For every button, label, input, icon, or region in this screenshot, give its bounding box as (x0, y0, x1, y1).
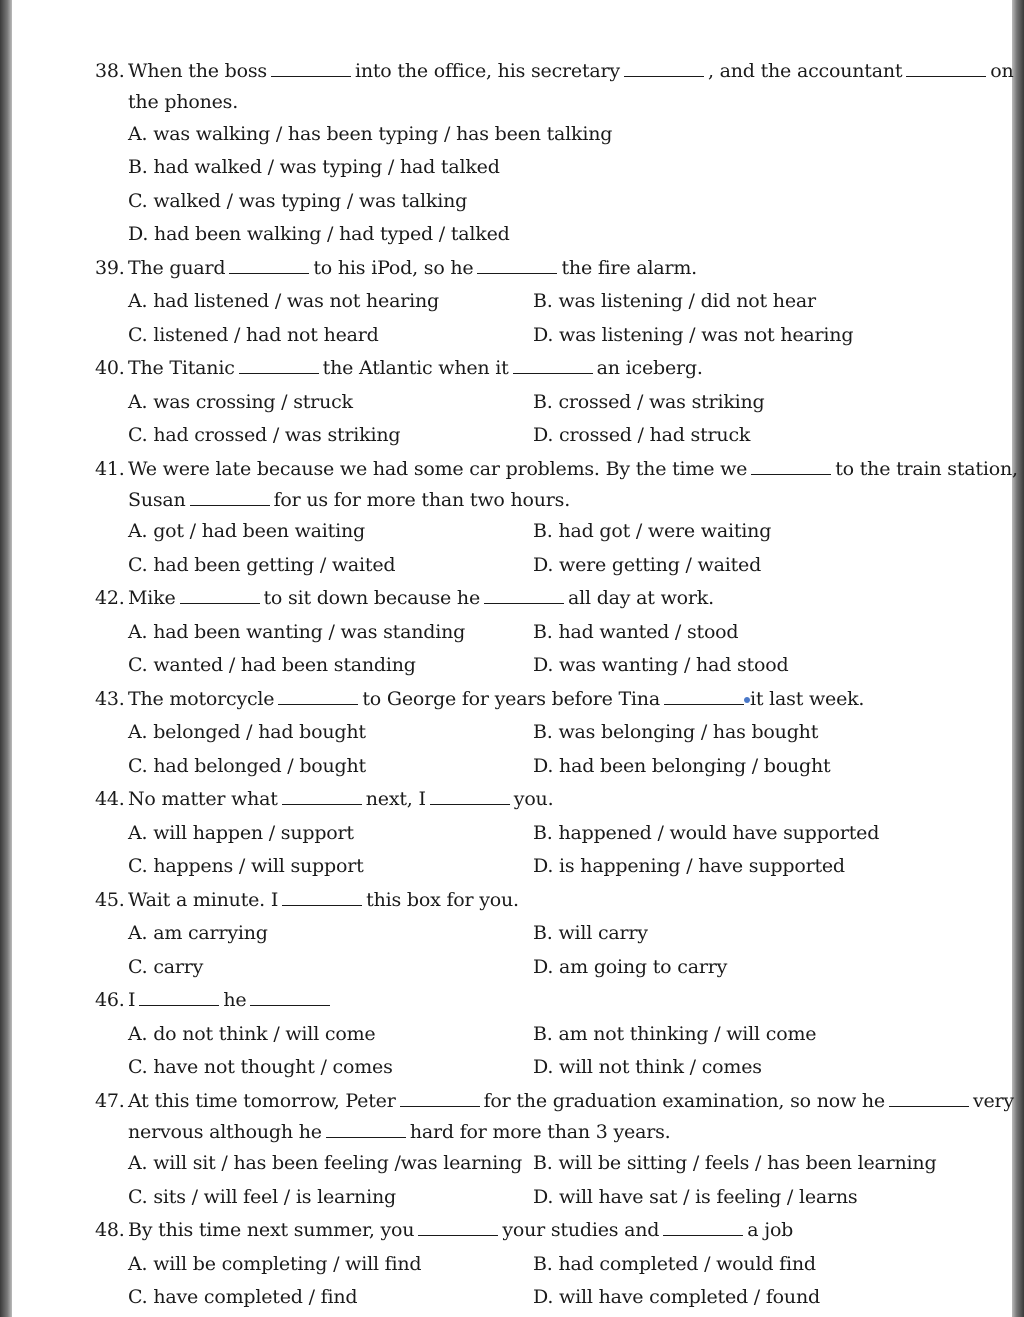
stem-text: for the graduation examination, so now he (483, 1089, 885, 1112)
answer-blank (282, 886, 362, 906)
option-c: C. have not thought / comes (128, 1056, 393, 1078)
answer-blank (400, 1087, 480, 1107)
option-c: C. wanted / had been standing (128, 654, 416, 676)
option-d: D. had been belonging / bought (533, 754, 831, 777)
question-41 (95, 453, 1018, 583)
right-scan-edge (1012, 0, 1024, 1317)
option-a: A. belonged / had bought (128, 721, 366, 743)
option-d: D. were getting / waited (533, 553, 762, 576)
answer-blank (139, 986, 219, 1006)
option-d: D. am going to carry (533, 955, 728, 978)
stem-text: I (128, 989, 136, 1011)
question-number: 39. (95, 256, 125, 279)
stem-text: all day at work. (567, 587, 714, 609)
stem-text: an iceberg. (596, 357, 703, 379)
option-b: B. was belonging / has bought (533, 721, 819, 743)
stem-text: We were late because we had some car problems. By the time we (128, 457, 748, 480)
stem-text: this box for you. (366, 888, 519, 911)
option-a: A. had listened / was not hearing (128, 290, 439, 312)
option-d: D. will have sat / is feeling / learns (533, 1185, 858, 1208)
option-c: C. sits / will feel / is learning (128, 1185, 396, 1208)
option-a: A. had been wanting / was standing (128, 620, 466, 643)
option-b: B. had wanted / stood (533, 620, 739, 643)
question-number: 45. (95, 888, 125, 911)
question-48 (95, 1214, 950, 1315)
stem-text: very (972, 1089, 1014, 1112)
question-42 (95, 582, 950, 683)
option-a: A. was crossing / struck (128, 390, 353, 413)
question-number: 43. (95, 687, 125, 710)
option-b: B. was listening / did not hear (533, 290, 816, 312)
answer-blank (190, 486, 270, 506)
option-c: C. had crossed / was striking (128, 424, 401, 446)
option-c: C. had belonged / bought (128, 754, 366, 777)
question-number: 42. (95, 587, 125, 609)
stem-text: nervous although he (128, 1121, 322, 1143)
stem-text: No matter what (128, 788, 278, 810)
stem-text: At this time tomorrow, Peter (128, 1089, 396, 1112)
question-38 (95, 55, 1014, 252)
option-b: B. crossed / was striking (533, 390, 765, 413)
option-c: C. listened / had not heard (128, 323, 379, 346)
question-43 (95, 683, 950, 784)
question-number: 40. (95, 357, 125, 379)
question-46 (95, 984, 950, 1085)
option-d: D. will not think / comes (533, 1056, 762, 1078)
answer-blank (889, 1087, 969, 1107)
answer-blank (430, 785, 510, 805)
option-a: A. will be completing / will find (128, 1252, 422, 1275)
answer-blank (271, 57, 351, 77)
option-b: B. happened / would have supported (533, 821, 880, 844)
left-scan-edge (0, 0, 12, 1317)
answer-blank (250, 986, 330, 1006)
answer-blank (664, 685, 744, 705)
stem-text: to sit down because he (263, 587, 480, 609)
stem-continuation: the phones. (128, 90, 239, 113)
answer-blank (282, 785, 362, 805)
option-c: C. have completed / find (128, 1286, 358, 1308)
option-a: A. got / had been waiting (128, 520, 365, 542)
stem-text: Susan (128, 489, 186, 511)
stem-text: Mike (128, 587, 176, 609)
answer-blank (477, 254, 557, 274)
stem-text: he (223, 989, 247, 1011)
option-d: D. was listening / was not hearing (533, 323, 854, 346)
stem-text: The Titanic (128, 357, 235, 379)
option-c: C. happens / will support (128, 855, 364, 877)
answer-blank (624, 57, 704, 77)
answer-blank (229, 254, 309, 274)
answer-blank (239, 354, 319, 374)
stem-text: it last week. (749, 687, 865, 710)
option-b: B. will be sitting / feels / has been learning (533, 1152, 937, 1174)
stem-text: to George for years before Tina (362, 687, 660, 710)
question-number: 47. (95, 1089, 125, 1112)
option-a: A. was walking / has been typing / has been talking (128, 122, 613, 145)
option-d: D. had been walking / had typed / talked (128, 223, 510, 245)
option-c: C. walked / was typing / was talking (128, 189, 468, 212)
option-d: D. crossed / had struck (533, 424, 751, 446)
answer-blank (906, 57, 986, 77)
answer-blank (663, 1216, 743, 1236)
stem-text: into the office, his secretary (354, 60, 620, 82)
option-c: C. carry (128, 955, 204, 978)
answer-blank (326, 1118, 406, 1138)
stem-text: the Atlantic when it (322, 357, 509, 379)
option-d: D. will have completed / found (533, 1286, 820, 1308)
option-a: A. will sit / has been feeling /was learning (128, 1152, 523, 1174)
question-number: 46. (95, 989, 125, 1011)
stem-text: the fire alarm. (561, 256, 697, 279)
stem-text: a job (747, 1219, 794, 1241)
answer-blank (513, 354, 593, 374)
question-number: 41. (95, 457, 125, 480)
answer-blank (418, 1216, 498, 1236)
answer-blank (278, 685, 358, 705)
stem-text: to the train station, (835, 457, 1018, 480)
answer-blank (180, 584, 260, 604)
worksheet (95, 55, 1018, 1315)
question-45 (95, 884, 950, 985)
stem-text: to his iPod, so he (313, 256, 474, 279)
option-a: A. am carrying (128, 922, 268, 944)
question-number: 44. (95, 788, 125, 810)
answer-blank (751, 455, 831, 475)
answer-blank (484, 584, 564, 604)
question-number: 38. (95, 60, 125, 82)
question-47 (95, 1085, 1014, 1215)
option-b: B. had walked / was typing / had talked (128, 156, 500, 178)
stem-text: Wait a minute. I (128, 888, 279, 911)
option-d: D. was wanting / had stood (533, 654, 789, 676)
option-b: B. had completed / would find (533, 1252, 816, 1275)
question-40 (95, 352, 950, 453)
option-a: A. will happen / support (128, 821, 354, 844)
stem-text: next, I (365, 788, 426, 810)
question-number: 48. (95, 1219, 125, 1241)
stem-text: The motorcycle (128, 687, 275, 710)
stem-text: hard for more than 3 years. (409, 1121, 671, 1143)
option-b: B. had got / were waiting (533, 520, 772, 542)
stem-text: By this time next summer, you (128, 1219, 415, 1241)
stem-text: , and the accountant (707, 60, 903, 82)
option-a: A. do not think / will come (128, 1022, 376, 1045)
stem-text: The guard (128, 256, 226, 279)
option-b: B. will carry (533, 922, 648, 944)
question-44 (95, 783, 950, 884)
stem-text: for us for more than two hours. (273, 489, 571, 511)
stem-text: you. (513, 788, 554, 810)
stem-text: on (990, 60, 1014, 82)
stem-text: When the boss (128, 60, 267, 82)
option-d: D. is happening / have supported (533, 855, 845, 877)
option-b: B. am not thinking / will come (533, 1022, 817, 1045)
stem-text: your studies and (502, 1219, 660, 1241)
option-c: C. had been getting / waited (128, 553, 396, 576)
question-39 (95, 252, 950, 353)
